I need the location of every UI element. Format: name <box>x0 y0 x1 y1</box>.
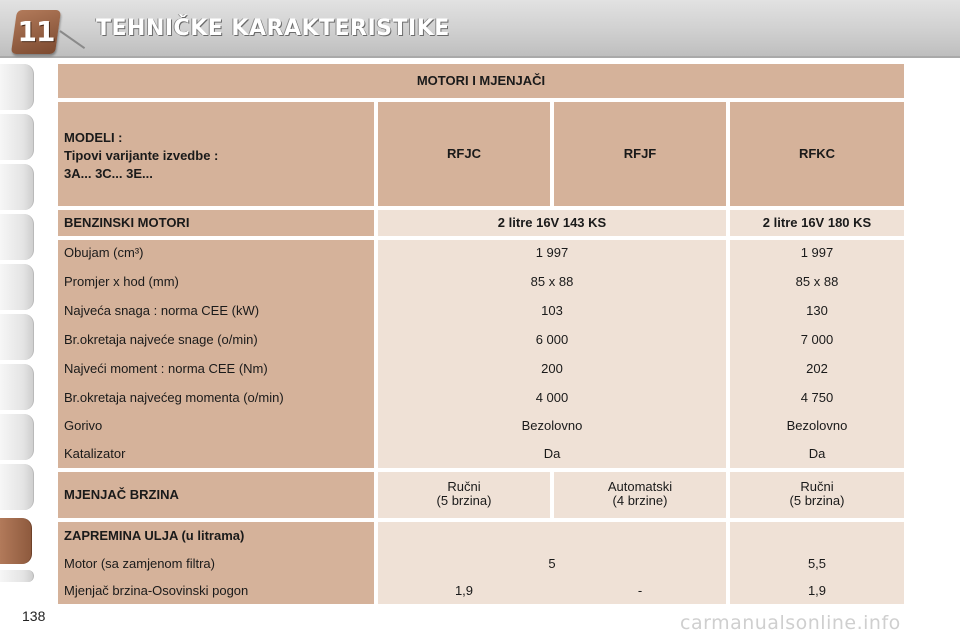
chapter-tab[interactable] <box>0 570 34 582</box>
spec-value-a: 103 <box>541 303 563 318</box>
spec-label: Promjer x hod (mm) <box>64 274 179 289</box>
spec-value-b: 202 <box>806 361 828 376</box>
chapter-tab[interactable] <box>0 264 34 310</box>
gearbox-rfkc <box>730 472 904 518</box>
page-number: 138 <box>22 608 46 624</box>
chapter-tab[interactable] <box>0 364 34 410</box>
oil-label: Motor (sa zamjenom filtra) <box>64 556 215 571</box>
chapter-tab[interactable] <box>0 414 34 460</box>
models-label-cell <box>58 102 374 206</box>
spec-value-a: 6 000 <box>535 332 569 347</box>
spec-value-a: 200 <box>541 361 563 376</box>
model-rfkc: RFKC <box>730 102 904 206</box>
oil-header: ZAPREMINA ULJA (u litrama) <box>64 528 245 543</box>
model-rfjf: RFJF <box>554 102 726 206</box>
chapter-tab-active[interactable] <box>0 518 32 564</box>
gearbox-type: Automatski <box>607 479 673 494</box>
spec-value-b: Da <box>808 446 826 461</box>
engine-b-header: 2 litre 16V 180 KS <box>730 210 904 236</box>
oil-value-a: 5 <box>548 556 556 571</box>
engine-a-header: 2 litre 16V 143 KS <box>378 210 726 236</box>
spec-label: Br.okretaja najveće snage (o/min) <box>64 332 258 347</box>
gearbox-speeds: (4 brzine) <box>612 493 668 508</box>
chapter-tab[interactable] <box>0 464 34 510</box>
oil-label: Mjenjač brzina-Osovinski pogon <box>64 583 249 598</box>
chapter-tab[interactable] <box>0 214 34 260</box>
chapter-number: 11 <box>17 15 55 48</box>
oil-value-rfjf: - <box>637 583 643 598</box>
models-label-line3: 3A... 3C... 3E... <box>64 166 153 181</box>
spec-label: Br.okretaja najvećeg momenta (o/min) <box>64 390 284 405</box>
models-label-line1: MODELI : <box>64 130 123 145</box>
watermark: carmanualsonline.info <box>680 612 901 634</box>
chapter-tab[interactable] <box>0 314 34 360</box>
gearbox-type: Ručni <box>800 479 834 494</box>
spec-value-b: Bezolovno <box>786 418 848 433</box>
spec-value-b: 130 <box>806 303 828 318</box>
spec-value-b: 1 997 <box>800 245 834 260</box>
gearbox-type: Ručni <box>447 479 481 494</box>
gearbox-speeds: (5 brzina) <box>789 493 845 508</box>
spec-value-a: 85 x 88 <box>530 274 574 289</box>
gearbox-rfjc <box>378 472 550 518</box>
oil-value-b: 5,5 <box>807 556 827 571</box>
oil-value-rfjc: 1,9 <box>454 583 474 598</box>
chapter-tab[interactable] <box>0 64 34 110</box>
spec-label: Najveći moment : norma CEE (Nm) <box>64 361 268 376</box>
spec-value-b: 7 000 <box>800 332 834 347</box>
model-rfjc: RFJC <box>378 102 550 206</box>
chapter-title: TEHNIČKE KARAKTERISTIKE <box>96 16 450 41</box>
spec-value-a: 4 000 <box>535 390 569 405</box>
chapter-tab[interactable] <box>0 114 34 160</box>
gearbox-speeds: (5 brzina) <box>436 493 492 508</box>
spec-label: Katalizator <box>64 446 126 461</box>
engines-header: BENZINSKI MOTORI <box>58 210 374 236</box>
gearbox-rfjf <box>554 472 726 518</box>
spec-value-b: 4 750 <box>800 390 834 405</box>
chapter-tab[interactable] <box>0 164 34 210</box>
spec-value-a: Da <box>543 446 561 461</box>
spec-value-a: 1 997 <box>535 245 569 260</box>
spec-label: Obujam (cm³) <box>64 245 144 260</box>
models-label-line2: Tipovi varijante izvedbe : <box>64 148 219 163</box>
table-title: MOTORI I MJENJAČI <box>58 64 904 98</box>
spec-value-b: 85 x 88 <box>795 274 839 289</box>
oil-value-rfkc: 1,9 <box>807 583 827 598</box>
spec-label: Gorivo <box>64 418 103 433</box>
chapter-tabs <box>0 62 36 582</box>
spec-value-a: Bezolovno <box>521 418 583 433</box>
gearbox-header: MJENJAČ BRZINA <box>58 472 374 518</box>
spec-label: Najveća snaga : norma CEE (kW) <box>64 303 260 318</box>
